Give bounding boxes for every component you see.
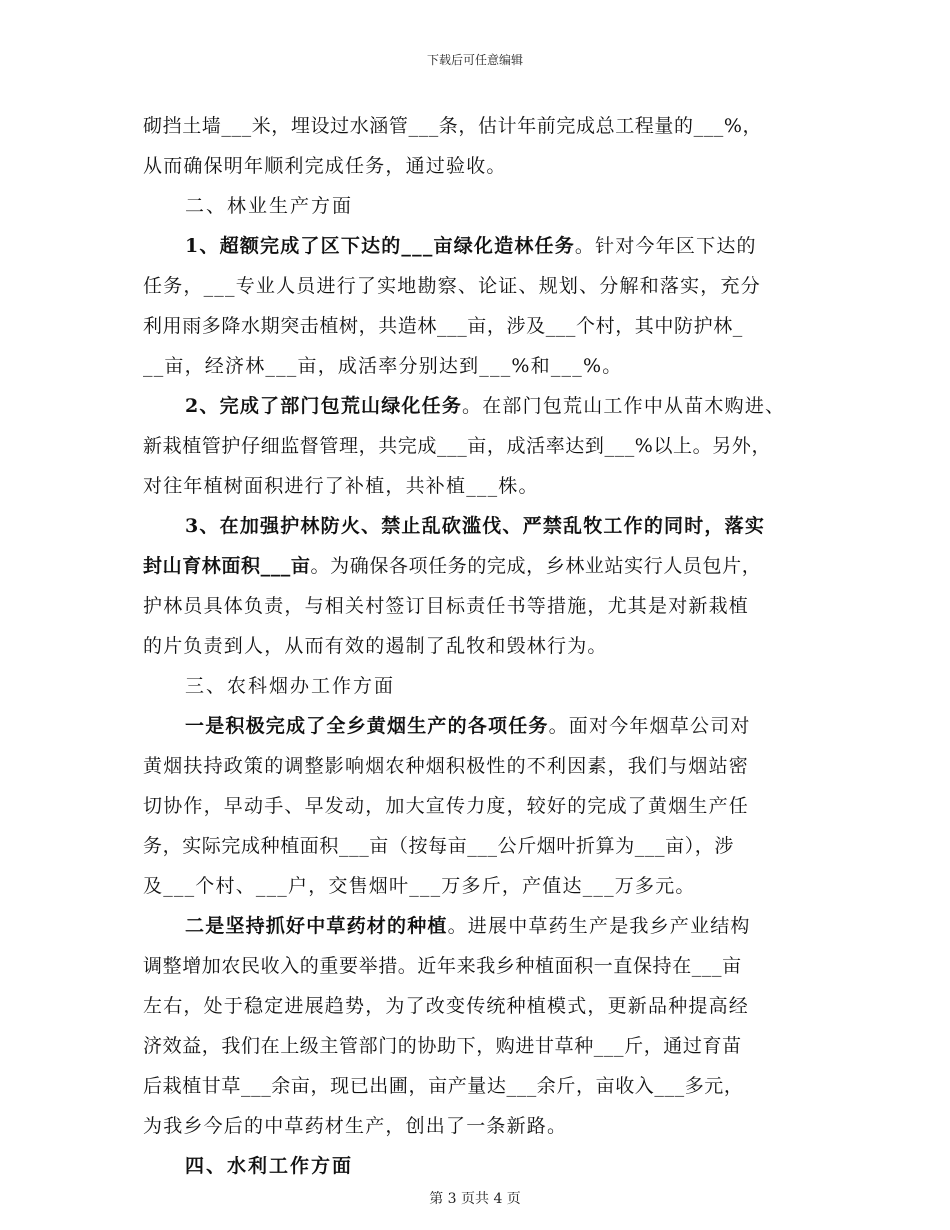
page-footer-number: 第 3 页共 4 页: [429, 1191, 521, 1207]
paragraph-line: 1、超额完成了区下达的___亩绿化造林任务。针对今年区下达的: [185, 235, 757, 257]
paragraph-line: 利用雨多降水期突击植树，共造林___亩，涉及___个村，其中防护林_: [143, 315, 743, 337]
paragraph-line: 济效益，我们在上级主管部门的协助下，购进甘草种___斤，通过育苗: [143, 1035, 742, 1057]
paragraph-line: 砌挡土墙___米，埋设过水涵管___条，估计年前完成总工程量的___%，: [143, 115, 763, 137]
paragraph-line: 护林员具体负责，与相关村签订目标责任书等措施，尤其是对新栽植: [143, 595, 750, 617]
section-heading-forestry: 二、林业生产方面: [185, 195, 354, 217]
paragraph-line: 封山育林面积___亩。为确保各项任务的完成，乡林业站实行人员包片，: [143, 555, 762, 577]
paragraph-line: 后栽植甘草___余亩，现已出圃，亩产量达___余斤，亩收入___多元，: [143, 1075, 744, 1097]
paragraph-line: 一是积极完成了全乡黄烟生产的各项任务。面对今年烟草公司对: [185, 715, 751, 737]
paragraph-line: 从而确保明年顺利完成任务，通过验收。: [143, 155, 507, 177]
paragraph-line: 新栽植管护仔细监督管理，共完成___亩，成活率达到___%以上。另外，: [143, 435, 772, 457]
paragraph-line: 二是坚持抓好中草药材的种植。进展中草药生产是我乡产业结构: [185, 915, 751, 937]
paragraph-line: 为我乡今后的中草药材生产，创出了一条新路。: [143, 1115, 568, 1137]
paragraph-line: 2、完成了部门包荒山绿化任务。在部门包荒山工作中从苗木购进、: [185, 395, 786, 417]
paragraph-line: 及___个村、___户，交售烟叶___万多斤，产值达___万多元。: [143, 875, 696, 897]
paragraph-line: 3、在加强护林防火、禁止乱砍滥伐、严禁乱牧工作的同时，落实: [185, 515, 766, 537]
paragraph-line: __亩，经济林___亩，成活率分别达到___%和___%。: [143, 355, 623, 377]
paragraph-line: 切协作，早动手、早发动，加大宣传力度，较好的完成了黄烟生产任: [143, 795, 750, 817]
document-body: [143, 106, 811, 1186]
section-heading-agri-tobacco: 三、农科烟办工作方面: [185, 675, 396, 697]
paragraph-line: 调整增加农民收入的重要举措。近年来我乡种植面积一直保持在___亩: [143, 955, 742, 977]
paragraph-line: 的片负责到人，从而有效的遏制了乱牧和毁林行为。: [143, 635, 608, 657]
paragraph-line: 务，实际完成种植面积___亩（按每亩___公斤烟叶折算为___亩），涉: [143, 835, 735, 857]
section-heading-water: 四、水利工作方面: [185, 1155, 354, 1177]
page-header-note: 下载后可任意编辑: [426, 53, 523, 67]
paragraph-line: 黄烟扶持政策的调整影响烟农种烟积极性的不利因素，我们与烟站密: [143, 755, 750, 777]
paragraph-line: 左右，处于稳定进展趋势，为了改变传统种植模式，更新品种提高经: [143, 995, 750, 1017]
paragraph-line: 任务，___专业人员进行了实地勘察、论证、规划、分解和落实，充分: [143, 275, 761, 297]
paragraph-line: 对往年植树面积进行了补植，共补植___株。: [143, 475, 539, 497]
